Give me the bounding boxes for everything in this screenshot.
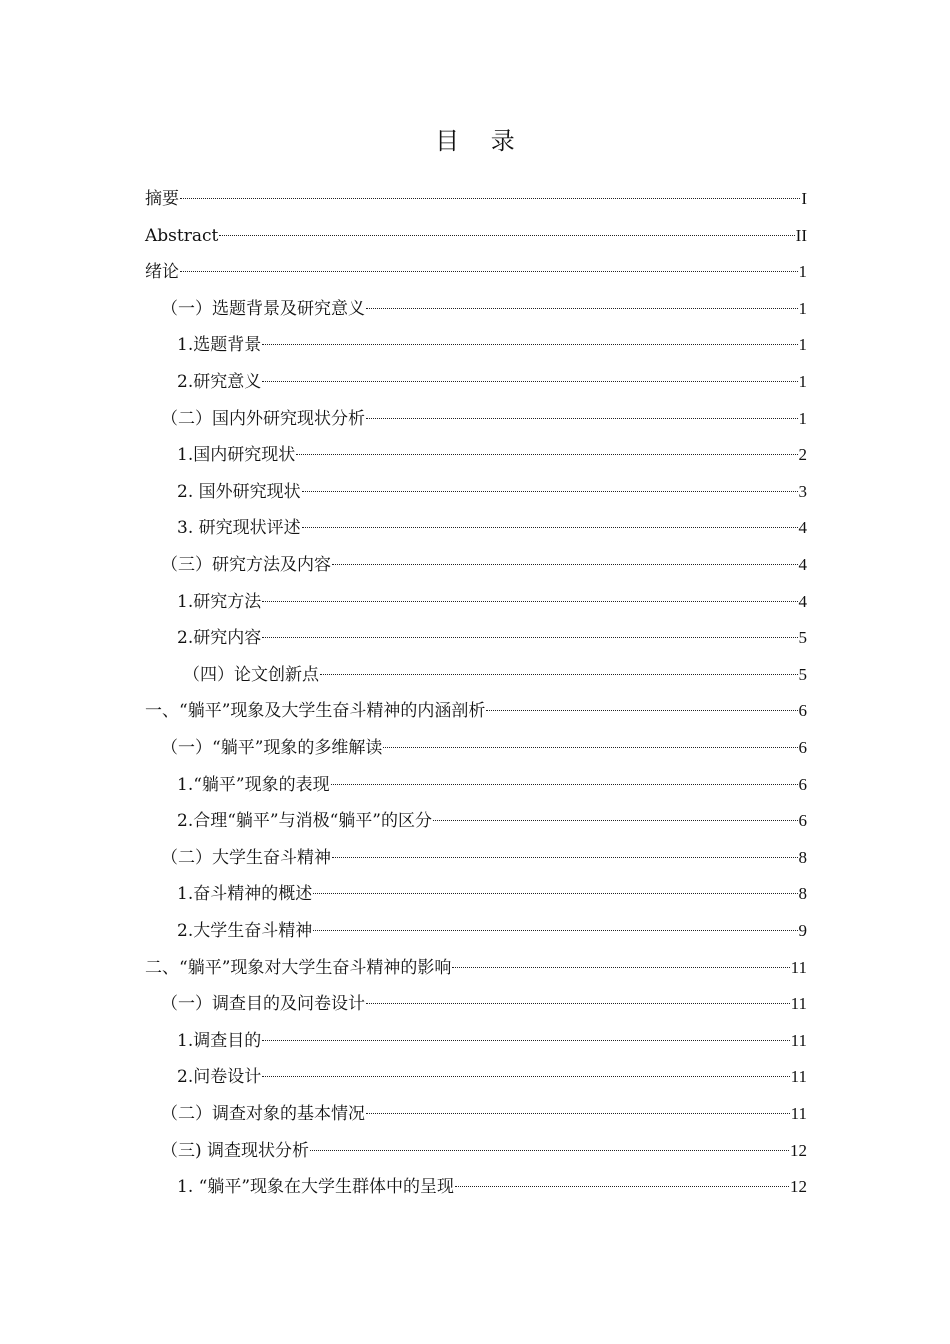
toc-entry[interactable]: [161, 296, 807, 322]
toc-entry[interactable]: [161, 845, 807, 871]
toc-entry-title: 1.奋斗精神的概述: [177, 884, 313, 904]
toc-entry-page-number: 4: [798, 592, 807, 611]
toc-entry[interactable]: [177, 479, 807, 505]
toc-entry-page-number: 5: [798, 628, 807, 647]
toc-entry[interactable]: [161, 406, 807, 432]
dot-leader: [383, 747, 797, 748]
dot-leader: [313, 893, 797, 894]
toc-entry-title: 1.研究方法: [177, 592, 262, 612]
toc-entry[interactable]: [177, 442, 807, 468]
toc-entry[interactable]: [177, 918, 807, 944]
toc-entry-page-number: 8: [798, 884, 807, 903]
toc-entry-title: 摘要: [145, 189, 179, 209]
toc-entry-page-number: 2: [798, 445, 807, 464]
dot-leader: [180, 271, 798, 272]
toc-entry[interactable]: [145, 223, 807, 249]
toc-entry-page-number: 11: [790, 994, 807, 1013]
toc-entry[interactable]: [177, 881, 807, 907]
toc-entry-title: 2.问卷设计: [177, 1067, 262, 1087]
dot-leader: [331, 784, 798, 785]
toc-entry-page-number: 11: [790, 1031, 807, 1050]
toc-entry-page-number: 1: [798, 409, 807, 428]
toc-entry-title: 一、“躺平”现象及大学生奋斗精神的内涵剖析: [145, 701, 486, 721]
toc-entry-page-number: 6: [798, 738, 807, 757]
toc-entry-title: 1.调查目的: [177, 1031, 262, 1051]
dot-leader: [262, 1076, 789, 1077]
toc-entry-title: 1.国内研究现状: [177, 445, 296, 465]
dot-leader: [366, 418, 798, 419]
toc-entry-title: 2.研究意义: [177, 372, 262, 392]
toc-entry[interactable]: [145, 955, 807, 981]
toc-entry[interactable]: [161, 1101, 807, 1127]
toc-entry-page-number: 11: [790, 1067, 807, 1086]
dot-leader: [366, 1113, 790, 1114]
dot-leader: [366, 1003, 790, 1004]
toc-entry[interactable]: [161, 1138, 807, 1164]
dot-leader: [296, 454, 797, 455]
toc-entry[interactable]: [177, 332, 807, 358]
toc-entry[interactable]: [177, 772, 807, 798]
dot-leader: [302, 527, 798, 528]
dot-leader: [332, 857, 798, 858]
toc-entry-page-number: I: [801, 189, 807, 208]
toc-entry-title: 2.合理“躺平”与消极“躺平”的区分: [177, 811, 432, 831]
toc-entry[interactable]: [161, 552, 807, 578]
dot-leader: [180, 198, 800, 199]
toc-entry-title: （三）研究方法及内容: [161, 555, 331, 575]
toc-entry-title: （二）调查对象的基本情况: [161, 1104, 365, 1124]
toc-entry-title: 1. “躺平”现象在大学生群体中的呈现: [177, 1177, 455, 1197]
toc-entry-page-number: 8: [798, 848, 807, 867]
toc-entry-page-number: 11: [790, 1104, 807, 1123]
dot-leader: [366, 308, 798, 309]
toc-entry[interactable]: [177, 589, 807, 615]
toc-entry-page-number: 12: [790, 1177, 807, 1196]
dot-leader: [262, 637, 797, 638]
toc-entry[interactable]: [177, 515, 807, 541]
toc-entry-title: Abstract: [145, 226, 219, 246]
toc-entry-page-number: 3: [798, 482, 807, 501]
dot-leader: [262, 1040, 789, 1041]
toc-entry-page-number: II: [795, 226, 807, 245]
dot-leader: [302, 491, 798, 492]
toc-entry-title: 二、“躺平”现象对大学生奋斗精神的影响: [145, 958, 452, 978]
toc-entry-page-number: 6: [798, 701, 807, 720]
toc-entry[interactable]: [177, 625, 807, 651]
dot-leader: [455, 1186, 789, 1187]
toc-entry-page-number: 4: [798, 555, 807, 574]
toc-entry[interactable]: [177, 808, 807, 834]
toc-entry-title: （一）选题背景及研究意义: [161, 299, 365, 319]
dot-leader: [433, 820, 798, 821]
toc-entry-title: 1.“躺平”现象的表现: [177, 775, 330, 795]
toc-entry[interactable]: [177, 1174, 807, 1200]
toc-entry[interactable]: [145, 186, 807, 212]
toc-entry-page-number: 1: [798, 299, 807, 318]
toc-entry-page-number: 4: [798, 518, 807, 537]
toc-entry-page-number: 1: [798, 372, 807, 391]
toc-entry[interactable]: [177, 1028, 807, 1054]
toc-entry-page-number: 6: [798, 811, 807, 830]
toc-entry-title: 2.大学生奋斗精神: [177, 921, 313, 941]
dot-leader: [313, 930, 797, 931]
page-title: 目 录: [435, 127, 527, 155]
dot-leader: [219, 235, 794, 236]
dot-leader: [332, 564, 798, 565]
toc-entry-page-number: 1: [798, 262, 807, 281]
toc-entry[interactable]: [145, 698, 807, 724]
dot-leader: [262, 344, 797, 345]
toc-entry-title: 绪论: [145, 262, 179, 282]
dot-leader: [262, 381, 797, 382]
toc-entry-page-number: 12: [790, 1141, 807, 1160]
toc-entry-page-number: 1: [798, 335, 807, 354]
toc-entry-title: （一）“躺平”现象的多维解读: [161, 738, 383, 758]
dot-leader: [262, 601, 797, 602]
toc-entry-page-number: 6: [798, 775, 807, 794]
dot-leader: [486, 710, 797, 711]
toc-entry[interactable]: [161, 735, 807, 761]
toc-entry-page-number: 5: [798, 665, 807, 684]
toc-entry-title: （二）国内外研究现状分析: [161, 409, 365, 429]
toc-entry-title: （二）大学生奋斗精神: [161, 848, 331, 868]
dot-leader: [310, 1150, 789, 1151]
toc-entry-title: 2.研究内容: [177, 628, 262, 648]
dot-leader: [320, 674, 798, 675]
toc-entry-page-number: 11: [790, 958, 807, 977]
toc-entry-title: 2. 国外研究现状: [177, 482, 301, 502]
toc-entry-title: （一）调查目的及问卷设计: [161, 994, 365, 1014]
toc-entry-title: （三) 调查现状分析: [161, 1141, 310, 1161]
toc-entry-title: 1.选题背景: [177, 335, 262, 355]
toc-entry-page-number: 9: [798, 921, 807, 940]
toc-entry[interactable]: [177, 369, 807, 395]
toc-entry[interactable]: [177, 1064, 807, 1090]
toc-entry[interactable]: [145, 259, 807, 285]
dot-leader: [452, 967, 789, 968]
toc-entry-title: （四）论文创新点: [183, 665, 319, 685]
toc-entry[interactable]: [183, 662, 807, 688]
toc-entry[interactable]: [161, 991, 807, 1017]
toc-entry-title: 3. 研究现状评述: [177, 518, 301, 538]
